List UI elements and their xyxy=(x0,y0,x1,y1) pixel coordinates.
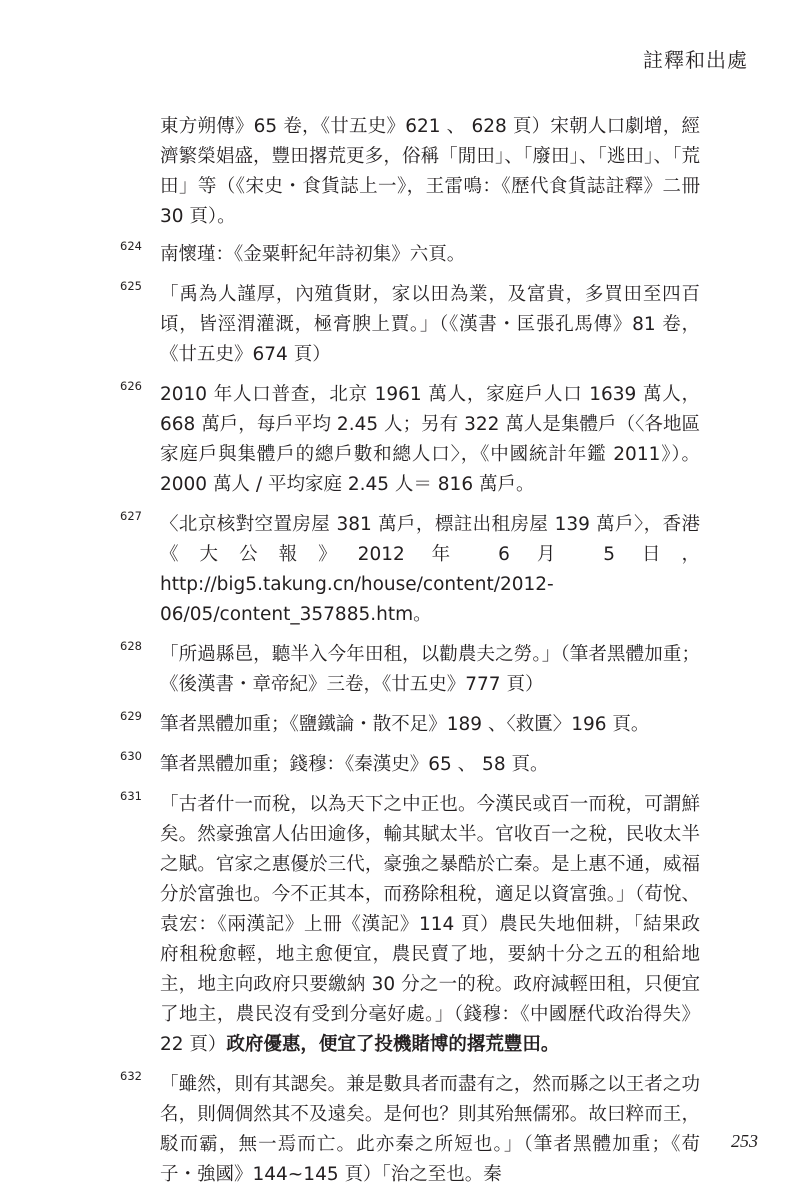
note-number: 627 xyxy=(120,509,142,523)
note-number: 624 xyxy=(120,239,142,253)
note-626 xyxy=(120,380,700,500)
note-text: 「禹為人謹厚，內殖貨財，家以田為業，及富貴，多買田至四百頃，皆涇渭灌溉，極膏腴上賈。」（《漢書・匡張孔馬傳》81 卷，《廿五史》674 頁） xyxy=(160,284,700,365)
note-text: 「雖然，則有其諰矣。兼是數具者而盡有之，然而縣之以王者之功名，則倜倜然其不及遠矣。是何也？則其殆無儒邪。故曰粹而王，駁而霸，無一焉而亡。此亦秦之所短也。」（筆者黑體加重；《荀子・強國》144~145 頁）「治之至也。秦 xyxy=(160,1074,700,1185)
note-number: 630 xyxy=(120,749,142,763)
note-text: 筆者黑體加重；錢穆：《秦漢史》65 、 58 頁。 xyxy=(160,754,549,775)
note-631 xyxy=(120,790,700,1060)
note-number: 629 xyxy=(120,709,142,723)
endnotes-body xyxy=(120,112,700,1200)
note-text: 「古者什一而稅，以為天下之中正也。今漢民或百一而稅，可謂鮮矣。然豪強富人佔田逾侈，輸其賦太半。官收百一之稅，民收太半之賦。官家之惠優於三代，豪強之暴酷於亡秦。是上惠不通，威福分於富強也。今不正其本，而務除租稅，適足以資富強。」（荀悅、袁宏：《兩漢記》上冊《漢記》114 頁）農民失地佃耕，「結果政府租稅愈輕，地主愈便宜，農民賣了地，要納十分之五的租給地主，地主向政府只要繳納 30 分之一的稅。政府減輕田租，只便宜了地主，農民沒有受到分毫好處。」（錢穆：《中國歷代政治得失》22 頁） xyxy=(160,794,700,1055)
running-head-title: 註釋和出處 xyxy=(643,48,748,72)
note-number: 628 xyxy=(120,639,142,653)
note-627 xyxy=(120,510,700,630)
note-number: 625 xyxy=(120,279,142,293)
note-632 xyxy=(120,1070,700,1190)
note-629 xyxy=(120,710,700,740)
note-624 xyxy=(120,240,700,270)
page-number: 253 xyxy=(731,1131,758,1151)
note-number: 632 xyxy=(120,1069,142,1083)
note-text: 筆者黑體加重；《鹽鐵論・散不足》189 、〈救匱〉196 頁。 xyxy=(160,714,650,735)
note-630 xyxy=(120,750,700,780)
note-number: 631 xyxy=(120,789,142,803)
note-continuation xyxy=(120,112,700,232)
note-text: 〈北京核對空置房屋 381 萬戶，標註出租房屋 139 萬戶〉，香港《大公報》2012 年 6 月 5 日，http://big5.takung.cn/house/content/2012-06/05/content_357885.htm。 xyxy=(160,514,700,625)
note-628 xyxy=(120,640,700,700)
note-text: 南懷瑾：《金粟軒紀年詩初集》六頁。 xyxy=(160,244,466,265)
note-bold-text: 政府優惠，便宜了投機賭博的撂荒豐田。 xyxy=(226,1034,560,1055)
note-number: 626 xyxy=(120,379,142,393)
note-text: 「所過縣邑，聽半入今年田租，以勸農夫之勞。」（筆者黑體加重；《後漢書・章帝紀》三卷，《廿五史》777 頁） xyxy=(160,644,700,695)
note-text: 東方朔傳》65 卷，《廿五史》621 、 628 頁）宋朝人口劇增，經濟繁榮娼盛，豐田撂荒更多，俗稱「閒田」、「廢田」、「逃田」、「荒田」等（《宋史・食貨誌上一》，王雷鳴：《歷代食貨誌註釋》二冊 30 頁）。 xyxy=(160,116,700,227)
note-625 xyxy=(120,280,700,370)
note-text: 2010 年人口普查，北京 1961 萬人，家庭戶人口 1639 萬人，668 萬戶，每戶平均 2.45 人；另有 322 萬人是集體戶（〈各地區家庭戶與集體戶的總戶數和總人口〉，《中國統計年鑑 2011》）。2000 萬人 / 平均家庭 2.45 人＝ 816 萬戶。 xyxy=(160,384,700,495)
